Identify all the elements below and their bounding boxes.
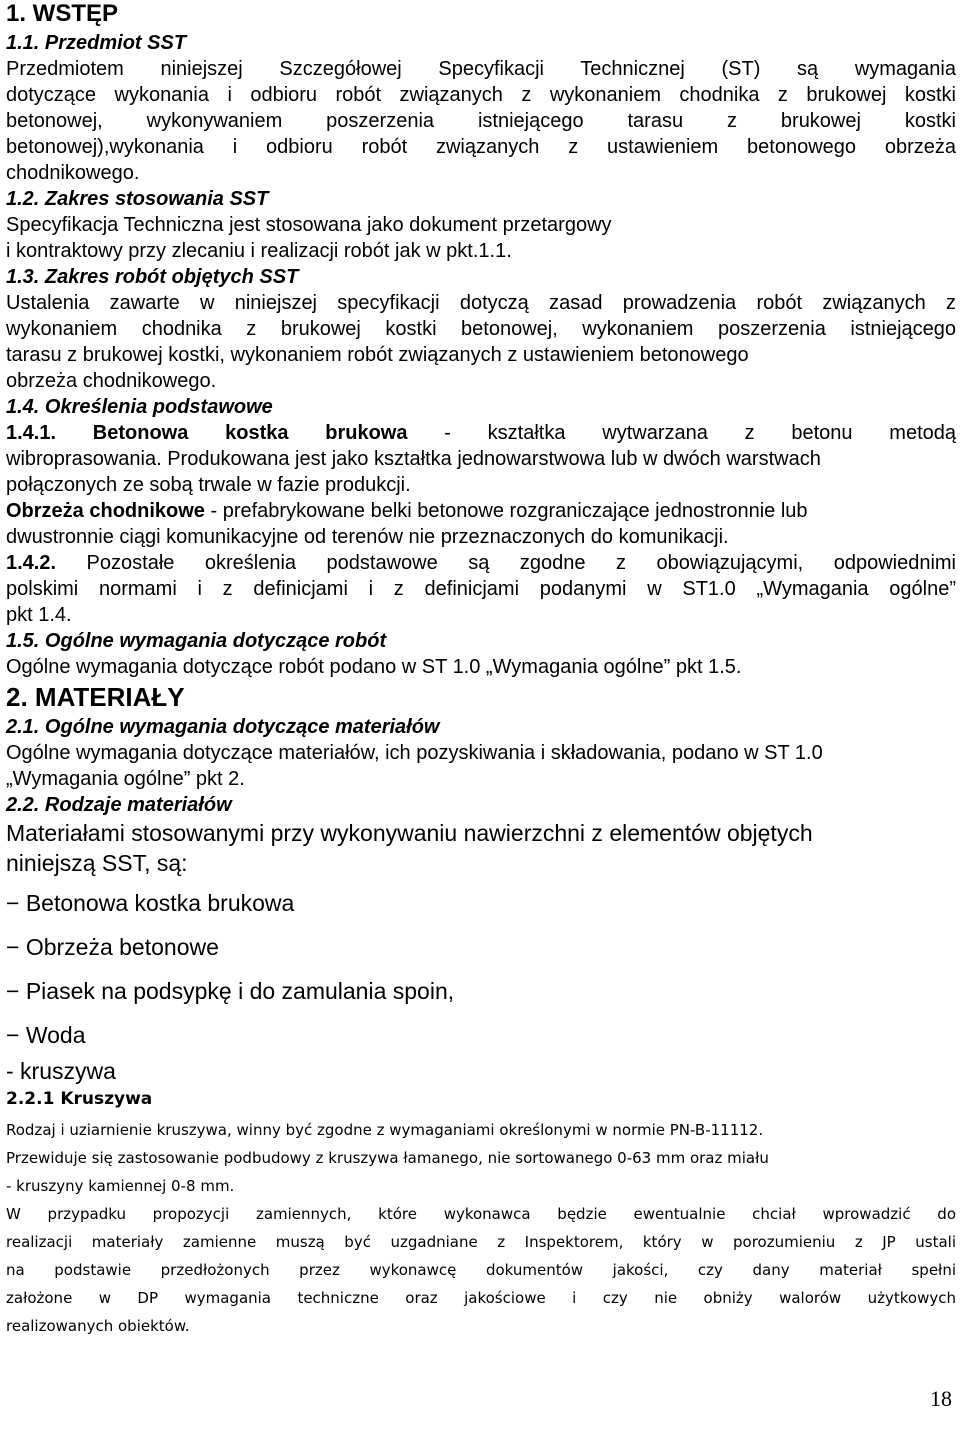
definition-text: - kształtka wytwarzana z betonu metodą	[407, 422, 957, 444]
paragraph-line: wykonaniem chodnika z brukowej kostki betonowej, wykonaniem poszerzenia istniejącego	[6, 318, 956, 340]
paragraph-line: Ogólne wymagania dotyczące materiałów, ich pozyskiwania i składowania, podano w ST 1.0	[6, 742, 823, 764]
paragraph-line: Rodzaj i uziarnienie kruszywa, winny być zgodne z wymaganiami określonymi w normie PN-B-11112.	[6, 1121, 764, 1139]
definition-number: 1.4.2.	[6, 552, 57, 574]
section-1-3-title: 1.3. Zakres robót objętych SST	[6, 266, 299, 288]
list-item: − Obrzeża betonowe	[6, 934, 219, 960]
paragraph-line: i kontraktowy przy zlecaniu i realizacji robót jak w pkt.1.1.	[6, 240, 512, 262]
paragraph-line: dwustronnie ciągi komunikacyjne od terenów nie przeznaczonych do komunikacji.	[6, 526, 729, 548]
definition-1-4-2	[6, 550, 956, 576]
section-2-2-title: 2.2. Rodzaje materiałów	[6, 794, 232, 816]
page-number: 18	[930, 1386, 952, 1411]
paragraph-line: założone w DP wymagania techniczne oraz jakościowe i czy nie obniży walorów użytkowych	[6, 1289, 956, 1307]
paragraph-line: połączonych ze sobą trwale w fazie produkcji.	[6, 474, 411, 496]
definition-obrzeza	[6, 498, 956, 524]
section-1-1-title: 1.1. Przedmiot SST	[6, 32, 187, 54]
paragraph-line: obrzeża chodnikowego.	[6, 370, 217, 392]
paragraph-line: chodnikowego.	[6, 162, 140, 184]
section-1-5-title: 1.5. Ogólne wymagania dotyczące robót	[6, 630, 387, 652]
definition-1-4-1	[6, 420, 956, 446]
paragraph-line: pkt 1.4.	[6, 604, 72, 626]
section-2-2-1-title: 2.2.1 Kruszywa	[6, 1089, 153, 1109]
paragraph-line: W przypadku propozycji zamiennych, które wykonawca będzie ewentualnie chciał wprowadzić do	[6, 1205, 956, 1223]
paragraph-line: betonowej, wykonywaniem poszerzenia istniejącego tarasu z brukowej kostki	[6, 110, 956, 132]
list-item: - kruszywa	[6, 1058, 116, 1084]
paragraph-line: na podstawie przedłożonych przez wykonawcę dokumentów jakości, czy dany materiał spełni	[6, 1261, 956, 1279]
section-2-1-title: 2.1. Ogólne wymagania dotyczące materiałów	[6, 716, 440, 738]
section-1-2-title: 1.2. Zakres stosowania SST	[6, 188, 269, 210]
list-item: − Piasek na podsypkę i do zamulania spoin,	[6, 978, 455, 1004]
paragraph-line: Ustalenia zawarte w niniejszej specyfikacji dotyczą zasad prowadzenia robót związanych z	[6, 292, 956, 314]
heading-1: 1. WSTĘP	[6, 0, 119, 27]
section-1-4-title: 1.4. Określenia podstawowe	[6, 396, 273, 418]
paragraph-line: „Wymagania ogólne” pkt 2.	[6, 768, 245, 790]
paragraph-line: tarasu z brukowej kostki, wykonaniem robót związanych z ustawieniem betonowego	[6, 344, 749, 366]
list-item: − Betonowa kostka brukowa	[6, 890, 295, 916]
paragraph-line: niniejszą SST, są:	[6, 850, 188, 876]
paragraph-line: Materiałami stosowanymi przy wykonywaniu nawierzchni z elementów objętych	[6, 820, 813, 846]
paragraph-line: wibroprasowania. Produkowana jest jako kształtka jednowarstwowa lub w dwóch warstwach	[6, 448, 821, 470]
definition-text: - prefabrykowane belki betonowe rozgraniczające jednostronnie lub	[204, 500, 808, 522]
heading-2: 2. MATERIAŁY	[6, 682, 185, 712]
paragraph-line: Przewiduje się zastosowanie podbudowy z kruszywa łamanego, nie sortowanego 0-63 mm oraz miału	[6, 1149, 769, 1167]
paragraph-line: realizacji materiały zamienne muszą być uzgadniane z Inspektorem, który w porozumieniu z JP ustali	[6, 1233, 956, 1251]
paragraph-line: betonowej),wykonania i odbioru robót związanych z ustawieniem betonowego obrzeża	[6, 136, 956, 158]
definition-term: Obrzeża chodnikowe	[6, 500, 205, 522]
definition-text: Pozostałe określenia podstawowe są zgodne z obowiązującymi, odpowiednimi	[56, 552, 956, 574]
paragraph-line: dotyczące wykonania i odbioru robót związanych z wykonaniem chodnika z brukowej kostki	[6, 84, 956, 106]
definition-term: 1.4.1. Betonowa kostka brukowa	[6, 422, 408, 444]
paragraph-line: - kruszyny kamiennej 0-8 mm.	[6, 1177, 235, 1195]
paragraph-line: polskimi normami i z definicjami i z definicjami podanymi w ST1.0 „Wymagania ogólne”	[6, 578, 956, 600]
paragraph-line: realizowanych obiektów.	[6, 1317, 190, 1335]
paragraph-line: Ogólne wymagania dotyczące robót podano w ST 1.0 „Wymagania ogólne” pkt 1.5.	[6, 656, 742, 678]
list-item: − Woda	[6, 1022, 86, 1048]
document-page	[6, 0, 956, 1340]
paragraph-line: Przedmiotem niniejszej Szczegółowej Specyfikacji Technicznej (ST) są wymagania	[6, 58, 956, 80]
paragraph-line: Specyfikacja Techniczna jest stosowana jako dokument przetargowy	[6, 214, 612, 236]
